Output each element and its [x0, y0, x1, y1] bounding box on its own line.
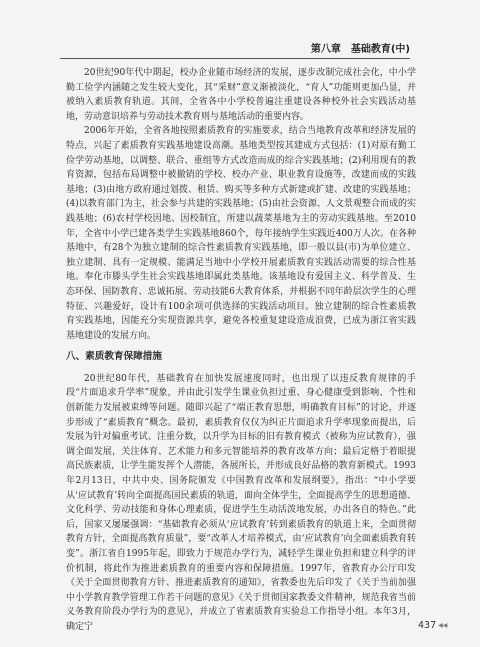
page-marker-icon: ◀◀ [438, 622, 448, 629]
running-header: 第八章 基础教育(中) [60, 44, 410, 59]
page-number-value: 437 [418, 620, 437, 631]
paragraph: 20世纪90年代中期起，校办企业随市场经济的发展，逐步改制完成社会化，中小学勤工俭学内涵随之发生较大变化，其“采财”意义渐被淡化，“育人”功能则更加凸显，并被纳入素质教育轨道。其间，全省各中小学校普遍注重建设各种校外社会实践活动基地，劳动意识培养与劳动技术教育则与基地活动的重要内容。 [66, 68, 416, 122]
paragraph: 2006年开始，全省各地按照素质教育的实施要求，结合当地教育改革和经济发展的特点，兴起了素质教育实践基地建设高潮。基地类型按其建成方式包括：(1)对原有勤工俭学劳动基地，以调整、联合、重组等方式改造而成的综合实践基地；(2)利用现有的教育资源，包括布局调整中被撤销的学校、校办产业、职业教育设施等，改建而成的实践基地；(3)由地方政府通过划拨、租赁、购买等多种方式新建或扩建、改建的实践基地；(4)以教育部门为主，社会参与共建的实践基地；(5)由社会资源、人文景观整合而成的实践基地；(6)农村学校因地、因校制宜，所建以蔬菜基地为主的劳动实践基地。至2010年，全省中小学已建各类学生实践基地860个，每年接纳学生实践近400万人次。在各种基地中，有28个为独立建制的综合性素质教育实践基地，即一般以县(市)为单位建立、独立建制、具有一定规模、能满足当地中小学校开展素质教育实践活动需要的综合性基地。奉化市滕头学生社会实践基地即属此类基地。该基地设有爱国主义、科学普及、生态环保、国防教育、忠诚拓展、劳动技能6大教育体系，并根据不同年龄层次学生的心理特征、兴趣爱好，设计有100余项可供选择的实践活动项目。独立建制的综合性素质教育实践基地，因能充分实现资源共享，避免各校重复建设造成浪费，已成为浙江省实践基地建设的发展方向。 [66, 126, 416, 341]
paragraph: 20世纪80年代，基础教育在加快发展速度同时，也出现了以违反教育规律的手段“片面追求升学率”现象，并由此引发学生课业负担过重、身心健康受到影响、个性和创新能力发展被束缚等问题。随即兴起了“端正教育思想，明确教育目标”的讨论，并逐步形成了“素质教育”概念。最初，素质教育仅仅为纠正片面追求升学率现象而提出，后发展为针对偏重考试、注重分数，以升学为目标的旧有教育模式（被称为应试教育），强调全面发展，关注体育、艺术能力和多元智能培养的教育改革方向；最后定格于着眼提高民族素质，让学生能发挥个人潜能，各展所长，并形成良好品格的教育新模式。1993年2月13日，中共中央、国务院颁发《中国教育改革和发展纲要》，指出：“中小学要从‘应试教育’转向全面提高国民素质的轨道，面向全体学生，全面提高学生的思想道德、文化科学、劳动技能和身体心理素质，促进学生生动活泼地发展，办出各自的特色。”此后，国家又屡屡强调：“基础教育必须从‘应试教育’转到素质教育的轨道上来，全面贯彻教育方针，全面提高教育质量”，要“改革人才培养模式，由‘应试教育’向全面素质教育转变”。浙江省自1995年起，即致力于规范办学行为，减轻学生课业负担和建立科学的评价机制，将此作为推进素质教育的重要内容和保障措施。1997年，省教育办公厅印发《关于全面贯彻教育方针、推进素质教育的通知》，省教委也先后印发了《关于当前加强中小学教育教学管理工作若干问题的意见》《关于贯彻国家教委文件精神，规范我省当前义务教育阶段办学行为的意见》，并成立了省素质教育实验总工作指导小组。本年3月，确定宁 [66, 373, 416, 632]
section-heading: 八、素质教育保障措施 [66, 351, 162, 363]
body-text [66, 66, 416, 635]
page-number [418, 620, 447, 631]
